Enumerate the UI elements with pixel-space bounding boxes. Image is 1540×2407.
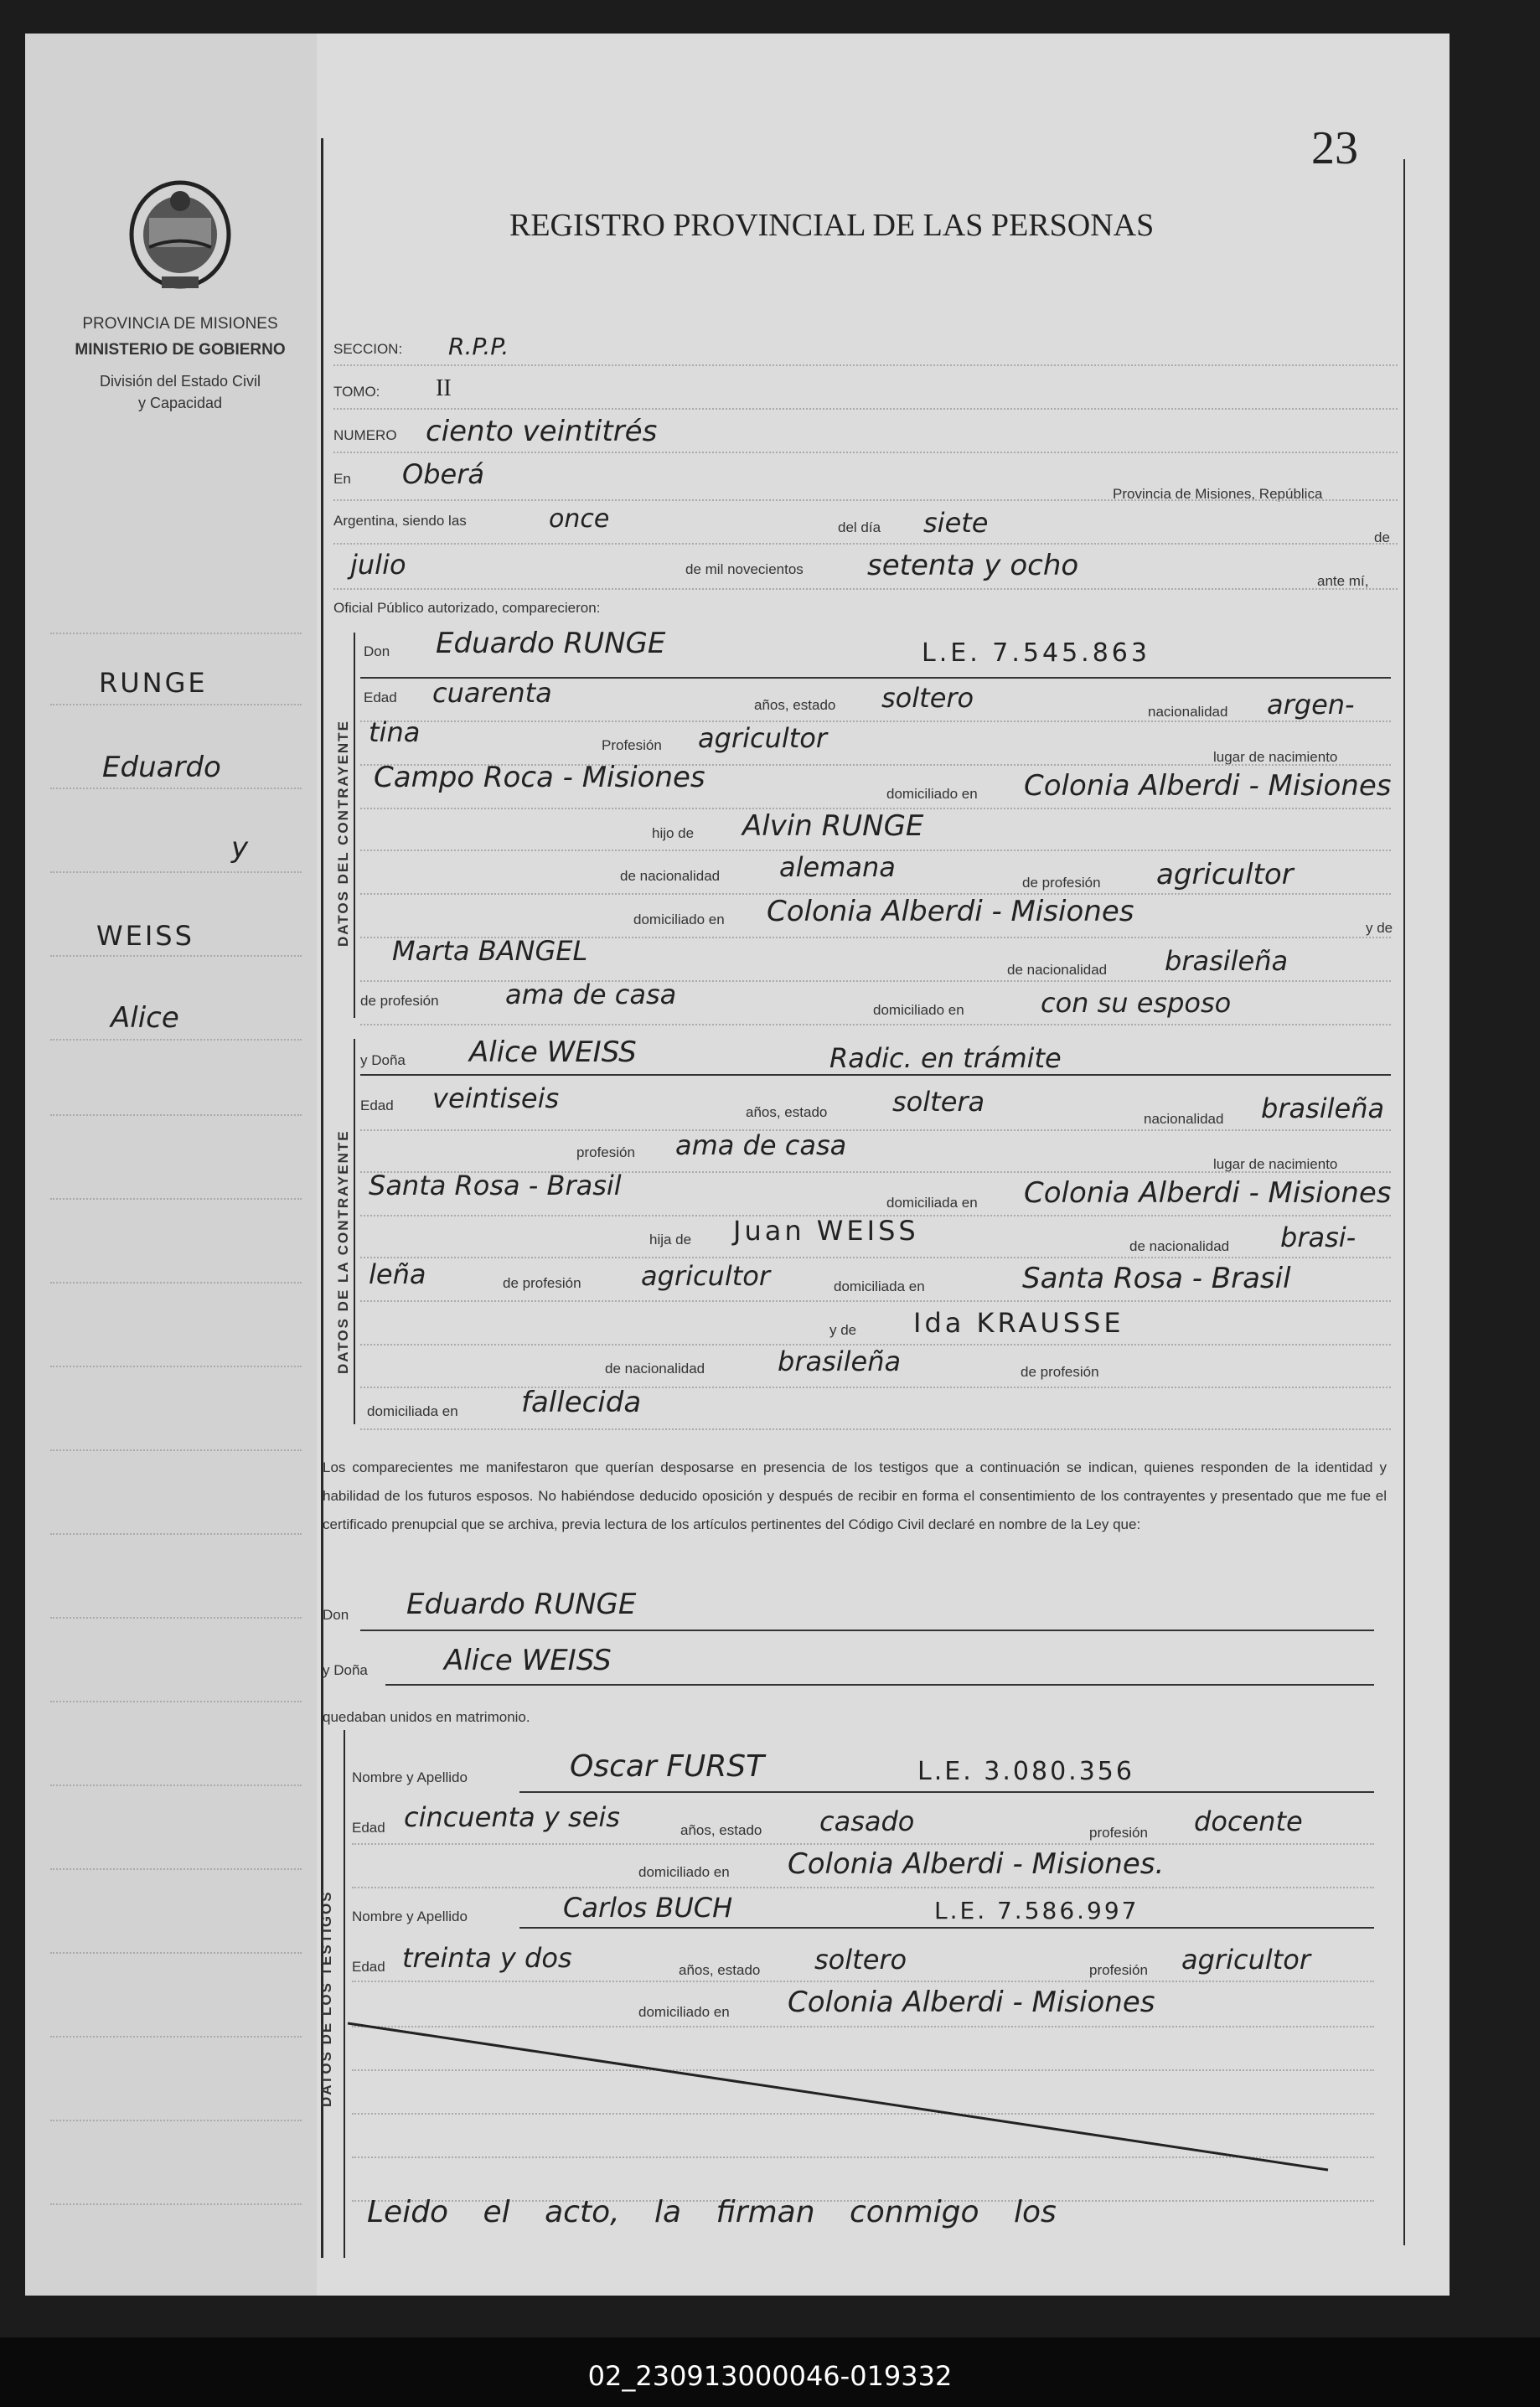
label-en: En	[333, 471, 351, 487]
value-novia-edad: veintiseis	[432, 1082, 560, 1114]
page-number: 23	[1311, 122, 1358, 174]
value-novio-prof: agricultor	[698, 722, 828, 754]
value-novia-nombre: Alice WEISS	[469, 1036, 637, 1069]
value-novia-estado: soltera	[892, 1086, 985, 1118]
label-numero: NUMERO	[333, 427, 397, 443]
value-tomo: II	[436, 375, 452, 401]
label-testigo2-profesion: profesión	[1089, 1962, 1148, 1978]
label-del-dia: del día	[838, 519, 881, 535]
margin-name-2: Alice	[111, 1001, 179, 1035]
label-domiciliada-en: domiciliada en	[886, 1195, 978, 1211]
value-novia-lugar: Santa Rosa - Brasil	[369, 1170, 622, 1201]
value-testigo1-dom: Colonia Alberdi - Misiones.	[788, 1847, 1165, 1881]
value-mes: julio	[350, 549, 406, 581]
declaration-paragraph: Los comparecientes me manifestaron que querían desposarse en presencia de los testigos que a continuación se indican, quienes responden de la identidad y habilidad de los futuros esposos. No habiéndose deducido oposición y después de recibir en forma el consentimiento de los contrayentes y presentado que me fue el certificado prenupcial que se archiva, previa lectura de los artículos pertinentes del Código Civil declaré en nombre de la Ley que:	[323, 1459, 1387, 1532]
value-testigo2-edad: treinta y dos	[402, 1942, 572, 1974]
margin-surname-1: RUNGE	[99, 667, 208, 699]
value-padre-novia-nac-2: leña	[369, 1258, 426, 1290]
label-don: Don	[364, 643, 390, 659]
margin-surname-2: WEISS	[96, 920, 194, 952]
value-padre-novio-nac: alemana	[779, 851, 896, 883]
contrayenta-bracket	[354, 1039, 355, 1424]
value-testigo2-dom: Colonia Alberdi - Misiones	[788, 1986, 1155, 2019]
label-argentina: Argentina, siendo las	[333, 513, 467, 529]
value-novia-prof: ama de casa	[675, 1129, 847, 1161]
org-ministry: MINISTERIO DE GOBIERNO	[75, 341, 286, 359]
cancellation-line	[344, 2019, 1341, 2178]
value-padre-novio: Alvin RUNGE	[742, 809, 924, 843]
label-de-nacionalidad-3: de nacionalidad	[1129, 1238, 1230, 1254]
value-padre-novia: Juan WEISS	[733, 1215, 919, 1247]
label-profesion: Profesión	[602, 737, 662, 753]
label-testigo1-domicilio: domiciliado en	[638, 1864, 730, 1880]
value-novia-nac: brasileña	[1261, 1092, 1385, 1124]
label-seccion: SECCION:	[333, 341, 403, 357]
value-novio-estado: soltero	[881, 682, 974, 714]
label-decl-don: Don	[323, 1607, 349, 1623]
org-province: PROVINCIA DE MISIONES	[82, 315, 278, 333]
value-novio-edad: cuarenta	[432, 677, 552, 709]
label-domiciliado-en-3: domiciliado en	[873, 1002, 964, 1018]
label-testigo1-estado: años, estado	[680, 1822, 762, 1838]
label-lugar-nacimiento-2: lugar de nacimiento	[1213, 1156, 1338, 1172]
value-lugar: Oberá	[402, 458, 484, 490]
label-nacionalidad: nacionalidad	[1148, 704, 1228, 720]
label-domiciliada-en-3: domiciliada en	[367, 1403, 458, 1419]
label-decl-dona: y Doña	[323, 1662, 368, 1678]
label-de-nacionalidad-4: de nacionalidad	[605, 1361, 705, 1377]
label-de-profesion-3: de profesión	[503, 1275, 581, 1291]
value-testigo1-le: L.E. 3.080.356	[917, 1757, 1134, 1786]
label-hijo-de: hijo de	[652, 825, 695, 841]
label-edad: Edad	[364, 690, 397, 705]
label-anos-estado-2: años, estado	[746, 1104, 828, 1120]
section-datos-contrayente: DATOS DEL CONTRAYENTE	[335, 720, 351, 947]
value-numero: ciento veintitrés	[426, 415, 658, 448]
value-novio-nombre: Eduardo RUNGE	[436, 627, 666, 660]
label-edad-2: Edad	[360, 1098, 394, 1113]
label-de: de	[1374, 529, 1390, 545]
label-de-nacionalidad-2: de nacionalidad	[1007, 962, 1108, 978]
right-border	[1403, 159, 1405, 2245]
label-anos-estado: años, estado	[754, 697, 836, 713]
value-hora: once	[549, 504, 610, 534]
value-testigo1-prof: docente	[1194, 1805, 1303, 1837]
label-hija-de: hija de	[649, 1232, 692, 1247]
value-padre-novia-dom: Santa Rosa - Brasil	[1022, 1262, 1291, 1295]
value-anio: setenta y ocho	[867, 549, 1079, 582]
value-madre-novia: Ida KRAUSSE	[913, 1307, 1124, 1339]
label-testigo1-profesion: profesión	[1089, 1825, 1148, 1841]
value-testigo2-nombre: Carlos BUCH	[563, 1892, 733, 1924]
value-testigo1-nombre: Oscar FURST	[570, 1749, 765, 1784]
section-datos-contrayenta: DATOS DE LA CONTRAYENTE	[335, 1129, 351, 1374]
value-seccion: R.P.P.	[448, 333, 509, 360]
label-testigo2-nombre: Nombre y Apellido	[352, 1909, 468, 1924]
label-y-de-2: y de	[829, 1322, 857, 1338]
section-datos-testigos: DATOS DE LOS TESTIGOS	[318, 1890, 334, 2107]
document-title: REGISTRO PROVINCIAL DE LAS PERSONAS	[509, 208, 1155, 243]
value-closing-text: Leido el acto, la firman conmigo los	[367, 2195, 1057, 2229]
value-madre-novio-nac: brasileña	[1165, 945, 1289, 977]
label-testigo1-nombre: Nombre y Apellido	[352, 1769, 468, 1785]
label-domiciliado-en: domiciliado en	[886, 786, 978, 802]
label-testigo1-edad: Edad	[352, 1820, 385, 1836]
contrayente-bracket	[354, 633, 355, 1018]
label-lugar-nacimiento: lugar de nacimiento	[1213, 749, 1338, 765]
value-novio-dom: Colonia Alberdi - Misiones	[1024, 769, 1392, 803]
label-quedaban: quedaban unidos en matrimonio.	[323, 1709, 530, 1725]
value-novio-nac-2: tina	[369, 716, 421, 748]
coat-of-arms-seal	[124, 168, 237, 293]
label-testigo2-domicilio: domiciliado en	[638, 2004, 730, 2020]
value-novio-nac-1: argen-	[1267, 689, 1355, 721]
label-domiciliada-en-2: domiciliada en	[834, 1278, 925, 1294]
value-novia-doc: Radic. en trámite	[829, 1042, 1062, 1074]
label-de-profesion-4: de profesión	[1021, 1364, 1099, 1380]
org-division-2: y Capacidad	[137, 395, 223, 411]
label-de-nacionalidad: de nacionalidad	[620, 868, 721, 884]
org-division: División del Estado Civil	[99, 373, 261, 390]
value-decl-don: Eduardo RUNGE	[406, 1588, 637, 1621]
margin-and: y	[231, 831, 249, 865]
value-testigo2-le: L.E. 7.586.997	[934, 1897, 1139, 1924]
value-novio-le: L.E. 7.545.863	[922, 638, 1150, 668]
label-de-profesion: de profesión	[1022, 875, 1101, 891]
value-testigo1-edad: cincuenta y seis	[404, 1801, 620, 1833]
label-domiciliado-en-2: domiciliado en	[633, 912, 725, 927]
value-padre-novio-dom: Colonia Alberdi - Misiones	[767, 895, 1134, 928]
value-testigo2-estado: soltero	[814, 1944, 907, 1976]
label-provincia: Provincia de Misiones, República	[1113, 486, 1323, 502]
value-madre-novia-dom: fallecida	[521, 1386, 642, 1419]
value-madre-novio: Marta BANGEL	[392, 935, 588, 967]
value-madre-novio-prof: ama de casa	[505, 979, 677, 1010]
label-y-de: y de	[1366, 920, 1393, 936]
label-ante-mi: ante mí,	[1317, 573, 1369, 589]
value-madre-novio-dom: con su esposo	[1041, 987, 1232, 1019]
value-novia-dom: Colonia Alberdi - Misiones	[1024, 1176, 1392, 1210]
value-padre-novia-nac-1: brasi-	[1280, 1222, 1357, 1253]
value-testigo2-prof: agricultor	[1181, 1944, 1311, 1976]
value-decl-dona: Alice WEISS	[444, 1644, 612, 1677]
value-novio-lugar: Campo Roca - Misiones	[374, 761, 705, 794]
label-profesion-2: profesión	[576, 1144, 635, 1160]
value-testigo1-estado: casado	[819, 1805, 915, 1837]
footer-stamp: 02_230913000046-019332	[587, 2360, 953, 2392]
label-testigo2-edad: Edad	[352, 1959, 385, 1975]
label-oficial: Oficial Público autorizado, comparecieron:	[333, 600, 601, 616]
value-padre-novio-prof: agricultor	[1156, 858, 1294, 891]
value-dia: siete	[923, 507, 989, 539]
label-tomo: TOMO:	[333, 384, 380, 400]
label-de-mil: de mil novecientos	[685, 561, 804, 577]
margin-name-1: Eduardo	[102, 751, 221, 784]
label-nacionalidad-2: nacionalidad	[1144, 1111, 1224, 1127]
value-madre-novia-nac: brasileña	[778, 1346, 902, 1377]
testigos-bracket	[344, 1730, 345, 2258]
label-de-profesion-2: de profesión	[360, 993, 439, 1009]
value-padre-novia-prof: agricultor	[641, 1260, 771, 1292]
label-y-dona: y Doña	[360, 1052, 406, 1068]
label-testigo2-estado: años, estado	[679, 1962, 761, 1978]
